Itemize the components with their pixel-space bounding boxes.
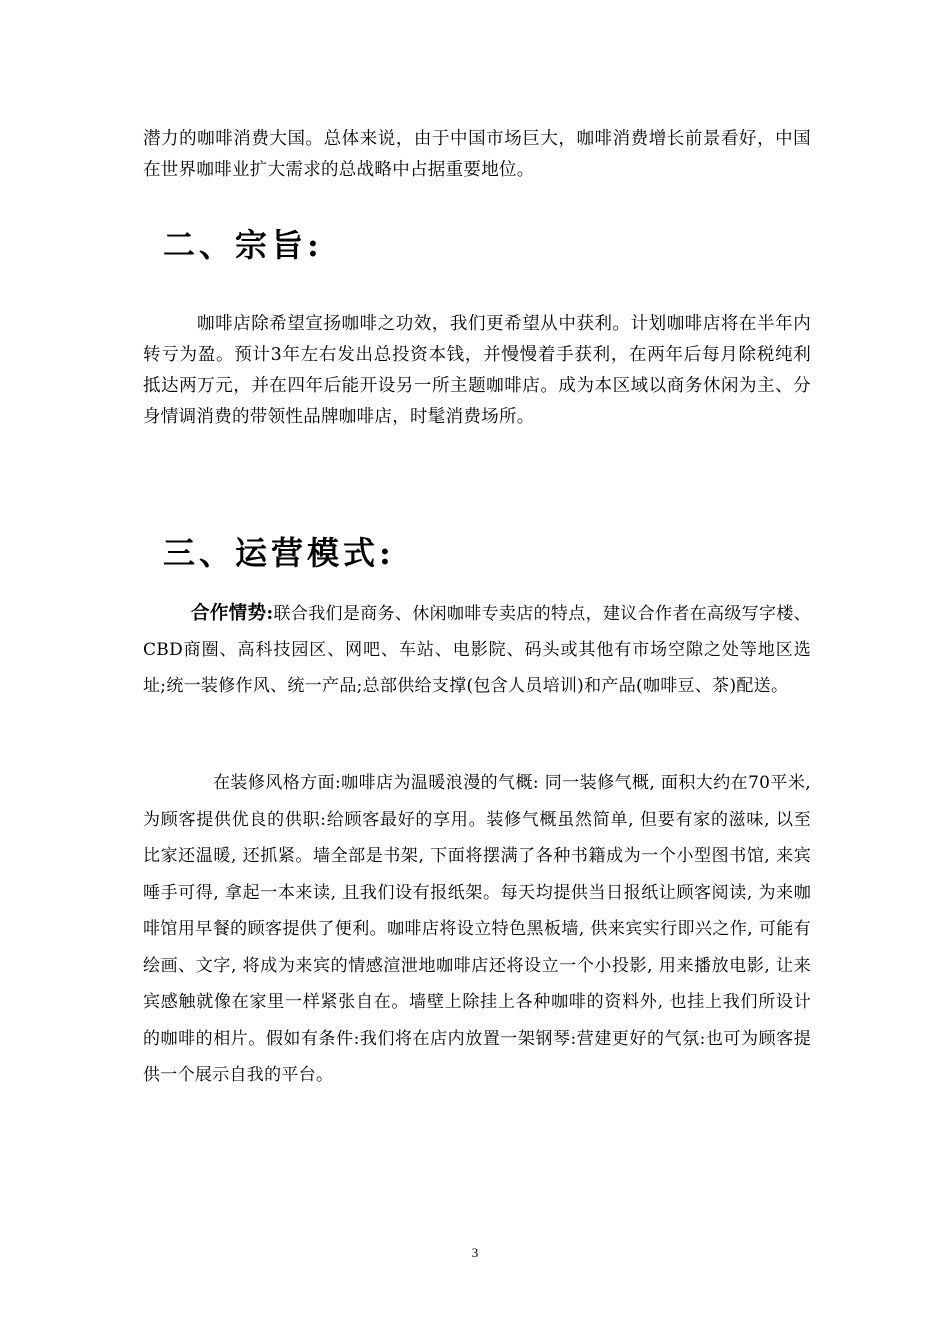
decoration-style-paragraph: 在装修风格方面:咖啡店为温暖浪漫的气概: 同一装修气概, 面积大约在70平米, 为顾客提供优良的供职:给顾客最好的享用。装修气概虽然简单, 但要有家的滋味, 以至比家还温暖, 还抓紧。墙全部是书架, 下面将摆满了各种书籍成为一个小型图书馆, 来宾唾手可得, 拿起一本来读, 且我们设有报纸架。每天均提供当日报纸让顾客阅读, 为来咖啡馆用早餐的顾客提供了便利。咖啡店将设立特色黑板墙, 供来宾实行即兴之作, 可能有绘画、文字, 将成为来宾的情感渲泄地咖啡店还将设立一个小投影, 用来播放电影, 让来宾感触就像在家里一样紧张自在。墙壁上除挂上各种咖啡的资料外, 也挂上我们所设计的咖啡的相片。假如有条件:我们将在店内放置一架钢琴:营建更好的气氛:也可为顾客提供一个展示自我的平台。: [143, 773, 811, 1085]
cooperation-lead-label: 合作情势:: [191, 603, 274, 624]
page-number: 3: [471, 1245, 479, 1260]
section-heading-operation-mode: 三、运营模式:: [163, 534, 395, 572]
cooperation-paragraph: [143, 596, 811, 704]
intro-paragraph: 潜力的咖啡消费大国。总体来说，由于中国市场巨大，咖啡消费增长前景看好，中国在世界咖啡业扩大需求的总战略中占据重要地位。: [143, 129, 811, 180]
section-heading-purpose: 二、宗旨:: [163, 226, 323, 264]
cooperation-text: 联合我们是商务、休闲咖啡专卖店的特点，建议合作者在高级写字楼、CBD商圈、高科技园区、网吧、车站、电影院、码头或其他有市场空隙之处等地区选址;统一装修作风、统一产品;总部供给支撑(包含人员培训)和产品(咖啡豆、茶)配送。: [143, 604, 811, 696]
purpose-paragraph: 咖啡店除希望宣扬咖啡之功效，我们更希望从中获利。计划咖啡店将在半年内转亏为盈。预计3年左右发出总投资本钱，并慢慢着手获利，在两年后每月除税纯利抵达两万元，并在四年后能开设另一所主题咖啡店。成为本区域以商务休闲为主、分身情调消费的带领性品牌咖啡店，时髦消费场所。: [143, 314, 811, 427]
